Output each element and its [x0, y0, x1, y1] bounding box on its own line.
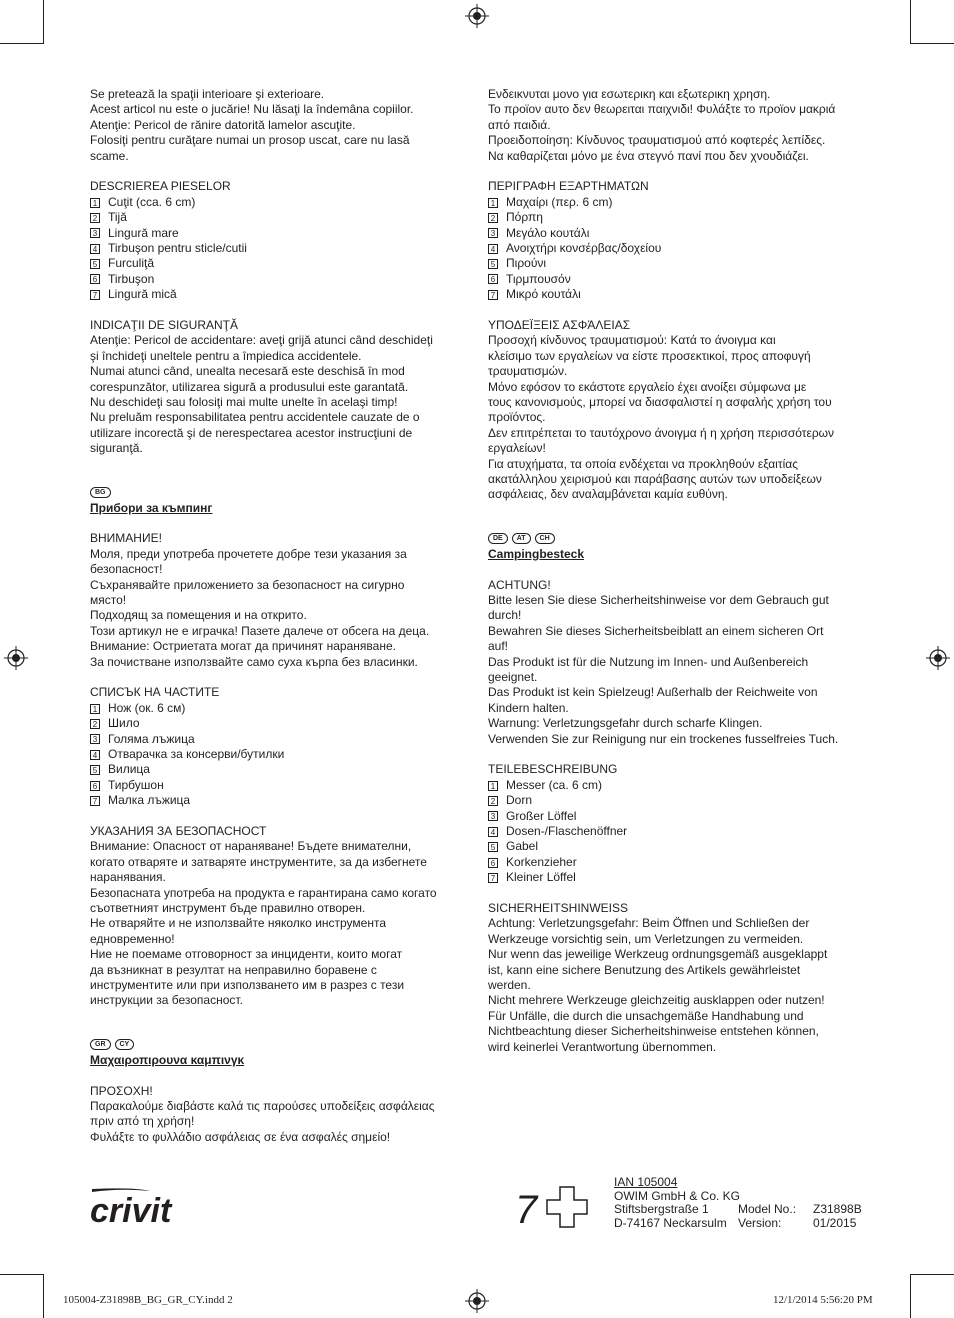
part-label: Tijă [108, 210, 127, 225]
part-label: Dorn [506, 793, 533, 808]
part-label: Kleiner Löffel [506, 870, 576, 885]
text-line: За почистване използвайте само суха кърпа без власинки. [90, 654, 418, 669]
text-line: utilizare incorectă şi de nerespectarea acestor instrucţiuni de [90, 425, 413, 440]
text-line: Подходящ за помещения и на открито. [90, 608, 307, 623]
registration-mark-icon [465, 4, 489, 28]
text-line: Ενδεικνυται μονο για εσωτερικη και εξωτερικη χρηση. [488, 87, 771, 101]
text-line: Внимание: Опасност от нараняване! Бъдете внимателни, [90, 839, 412, 854]
part-label: Messer (ca. 6 cm) [506, 777, 603, 792]
part-label: Μαχαίρι (περ. 6 cm) [506, 194, 613, 209]
text-line: Съхранявайте приложението за безопасност на сигурно [90, 577, 405, 592]
list-item [90, 747, 468, 762]
part-label: Нож (ок. 6 см) [108, 700, 186, 715]
text-line: Не отваряйте и не използвайте няколко инструмента [90, 916, 387, 931]
list-item [90, 716, 468, 731]
part-label: Cuţit (cca. 6 cm) [108, 194, 196, 209]
part-number-box: 2 [90, 719, 100, 729]
list-item [90, 778, 468, 793]
text-line: τους κανονισμούς, μπορεί να διασφαλιστεί η ασφαλής χρήση του [488, 394, 832, 409]
list-item [90, 226, 468, 241]
list-item [90, 210, 468, 225]
text-line: corespunzător, utilizarea sigură a produsului este garantată. [90, 379, 409, 394]
text-line: werden. [488, 978, 531, 993]
crop-mark [43, 1274, 44, 1318]
text-line: Nicht mehrere Werkzeuge gleichzeitig ausklappen oder nutzen! [488, 993, 825, 1008]
part-label: Dosen-/Flaschenöffner [506, 824, 628, 839]
text-line: Този артикул не е играчка! Пазете далече от обсега на деца. [90, 623, 430, 638]
part-number-box: 6 [90, 274, 100, 284]
text-line: да възникнат в резултат на неправилно боравене с [90, 962, 377, 977]
logo-wordmark: crivit [90, 1192, 172, 1228]
text-line: инструкции за безопасност. [90, 993, 243, 1008]
list-item [90, 732, 468, 747]
text-line: Bewahren Sie dieses Sicherheitsbeiblatt an einem sicheren Ort [488, 623, 824, 638]
part-label: Furculiţă [108, 256, 155, 271]
list-item [90, 701, 468, 716]
list-item [90, 793, 468, 808]
text-line: Δεν επιτρέπεται το ταυτόχρονο άνοιγμα ή η χρήση περισσότερων [488, 425, 835, 440]
part-label: Шило [108, 716, 140, 731]
section-title: УКАЗАНИЯ ЗА БЕЗОПАСНОСТ [90, 823, 267, 838]
part-number-box: 1 [488, 781, 498, 791]
part-number-box: 2 [90, 213, 100, 223]
part-number-box: 3 [488, 228, 498, 238]
text-line: scame. [90, 148, 129, 163]
list-item [90, 241, 468, 256]
text-line: Für Unfälle, die durch die unsachgemäße Handhabung und [488, 1008, 804, 1023]
part-label: Отварачка за консерви/бутилки [108, 747, 285, 762]
text-line: Безопасната употреба на продукта е гарантирана само когато [90, 885, 437, 900]
text-line: Kindern halten. [488, 700, 569, 715]
text-line: Das Produkt ist kein Spielzeug! Außerhalb der Reichweite von [488, 685, 818, 700]
part-number-box: 2 [488, 213, 498, 223]
text-line: şi închideţi uneltele pentru a împiedica accidentele. [90, 348, 362, 363]
text-line: κλείσιμο των εργαλείων να είστε προσεκτικοί, προς αποφυγή [488, 348, 811, 363]
bg-intro [90, 547, 468, 670]
list-item [90, 287, 468, 302]
text-line: geeignet. [488, 670, 538, 685]
text-line: Numai atunci când, unealta necesară este deschisă în mod [90, 364, 405, 379]
part-number-box: 6 [488, 274, 498, 284]
company-name: OWIM GmbH & Co. KG [614, 1188, 741, 1203]
parts-list [90, 195, 468, 303]
text-line: Folosiţi pentru curăţare numai un prosop uscat, care nu lasă [90, 133, 410, 148]
right-column [488, 87, 866, 1055]
country-badge-at: AT [512, 533, 531, 544]
part-label: Μεγάλο κουτάλι [506, 225, 590, 240]
list-item [488, 778, 866, 793]
text-line: siguranţă. [90, 441, 143, 456]
attention-label: ВНИМАНИЕ! [90, 531, 162, 546]
text-line: durch! [488, 608, 522, 623]
part-number-box: 3 [90, 228, 100, 238]
part-number-box: 4 [488, 244, 498, 254]
section-heading: Μαχαιροπιρουνα καμπινγκ [90, 1052, 245, 1067]
de-safety-text [488, 916, 866, 1055]
crop-mark [910, 43, 954, 44]
list-item [488, 824, 866, 839]
list-item [488, 855, 866, 870]
country-badge-ch: CH [535, 533, 555, 544]
text-line: Verwenden Sie zur Reinigung nur ein trockenes fusselfreies Tuch. [488, 731, 839, 746]
text-line: εργαλείων! [488, 441, 546, 456]
text-line: Για ατυχήματα, τα οποία ενδέχεται να προκληθούν εξαιτίας [488, 456, 798, 471]
list-item [90, 195, 468, 210]
crop-mark [910, 1274, 954, 1275]
section-title: ΠΕΡΙΓΡΑΦΗ ΕΞΑΡΤΗΜΑΤΩΝ [488, 179, 649, 194]
ro-intro [90, 87, 468, 164]
text-line: auf! [488, 639, 509, 654]
text-line: ist, kann eine sichere Benutzung des Artikels gewährleistet [488, 962, 801, 977]
list-item [488, 226, 866, 241]
text-line: Das Produkt ist für die Nutzung im Innen- und Außenbereich [488, 654, 809, 669]
part-label: Ανοιχτήρι κονσέρβας/δοχείου [506, 241, 662, 255]
country-badges [90, 487, 468, 498]
company-info [614, 1176, 862, 1230]
part-label: Πόρπη [506, 210, 543, 225]
text-line: място! [90, 593, 127, 608]
part-label: Вилица [108, 762, 150, 777]
version-label: Version: [738, 1215, 782, 1230]
part-label: Голяма лъжица [108, 731, 195, 746]
text-line: τραυματισμών. [488, 364, 568, 379]
left-column [90, 87, 468, 1145]
part-label: Πιρούνι [506, 256, 547, 271]
registration-mark-icon [926, 646, 950, 670]
parts-list [90, 701, 468, 809]
part-label: Tirbuşon pentru sticle/cutii [108, 241, 247, 255]
country-badge-gr: GR [90, 1039, 111, 1050]
gr-intro-continued [488, 87, 866, 164]
list-item [488, 793, 866, 808]
text-line: наранявания. [90, 870, 166, 885]
text-line: едновременно! [90, 931, 175, 946]
text-line: Μόνο εφόσον το εκάστοτε εργαλείο έχει ανοίξει σύμφωνα με [488, 379, 807, 394]
part-number-box: 6 [90, 781, 100, 791]
de-intro [488, 593, 866, 747]
text-line: προϊόντος. [488, 410, 546, 425]
text-line: Nur wenn das jeweilige Werkzeug ordnungsgemäß ausgeklappt [488, 947, 828, 962]
list-item [488, 839, 866, 854]
attention-label: ACHTUNG! [488, 577, 551, 592]
country-badge-cy: CY [115, 1039, 135, 1050]
text-line: Warnung: Verletzungsgefahr durch scharfe Klingen. [488, 716, 763, 731]
list-item [90, 272, 468, 287]
part-number-box: 7 [90, 796, 100, 806]
model-value: Z31898B [813, 1202, 862, 1216]
bg-safety-text [90, 839, 468, 1008]
list-item [488, 272, 866, 287]
text-line: когато отваряте и затваряте инструментите, за да избегнете [90, 854, 427, 869]
part-number-box: 4 [90, 244, 100, 254]
text-line: Nichtbeachtung dieser Sicherheitshinweise entstehen können, [488, 1024, 819, 1039]
text-line: ακατάλληλου χειρισμού και παράβασης αυτών των υποδείξεων [488, 472, 822, 487]
text-line: Να καθαρίζεται μόνο με ένα στεγνό πανί που δεν χνουδιάζει. [488, 148, 809, 163]
crivit-logo [90, 1186, 190, 1228]
part-number-box: 5 [488, 259, 498, 269]
crop-mark [910, 0, 911, 44]
part-number-box: 2 [488, 796, 498, 806]
part-number-box: 5 [90, 765, 100, 775]
registration-mark-icon [4, 646, 28, 670]
ro-safety-text [90, 333, 468, 456]
text-line: ασφάλειας, δεν αναλαμβάνεται καμία ευθύνη. [488, 487, 728, 502]
text-line: Ние не поемаме отговорност за инциденти, които могат [90, 947, 403, 962]
version-value: 01/2015 [813, 1215, 857, 1230]
part-label: Lingură mică [108, 287, 177, 302]
text-line: Моля, преди употреба прочетете добре тези указания за [90, 546, 407, 561]
section-title: INDICAŢII DE SIGURANŢĂ [90, 317, 239, 332]
section-title: ΥΠΟΔΕΪΞΕΙΣ ΑΣΦΆΛΕΙΑΣ [488, 317, 631, 332]
part-number-box: 1 [488, 198, 498, 208]
text-line: Nu preluăm responsabilitatea pentru accidentele cauzate de o [90, 410, 420, 425]
country-badges [90, 1039, 468, 1050]
text-line: wird keinerlei Verantwortung übernommen. [488, 1039, 717, 1054]
parts-list [488, 778, 866, 886]
section-title: DESCRIEREA PIESELOR [90, 179, 231, 194]
part-number-box: 3 [488, 811, 498, 821]
model-label: Model No.: [738, 1202, 797, 1216]
ian-number: IAN 105004 [614, 1175, 678, 1189]
text-line: Bitte lesen Sie diese Sicherheitshinweise vor dem Gebrauch gut [488, 593, 829, 608]
part-number-box: 1 [90, 198, 100, 208]
text-line: Προειδοποίηση: Κίνδυνος τραυματισμού από κοφτερές λεπίδες. [488, 133, 826, 148]
part-number-box: 4 [488, 827, 498, 837]
section-heading: Прибори за къмпинг [90, 500, 213, 515]
part-label: Μικρό κουτάλι [506, 287, 581, 302]
crop-mark [43, 0, 44, 44]
registration-mark-icon [465, 1289, 489, 1313]
timestamp-slug: 12/1/2014 5:56:20 PM [773, 1294, 873, 1306]
text-line: Atenţie: Pericol de rănire datorită lamelor ascuţite. [90, 117, 356, 132]
text-line: Atenţie: Pericol de accidentare: aveţi grijă atunci când deschideţi [90, 333, 433, 348]
text-line: Προσοχή κίνδυνος τραυματισμού: Κατά το άνοιγμα και [488, 333, 776, 348]
parts-list [488, 195, 866, 303]
text-line: Achtung: Verletzungsgefahr: Beim Öffnen und Schließen der [488, 916, 810, 931]
crop-mark [910, 1274, 911, 1318]
part-number-box: 4 [90, 750, 100, 760]
list-item [488, 870, 866, 885]
country-badge-de: DE [488, 533, 508, 544]
cross-icon [546, 1186, 588, 1228]
part-label: Großer Löffel [506, 808, 577, 823]
list-item [488, 809, 866, 824]
part-number-box: 7 [488, 873, 498, 883]
part-number-box: 5 [90, 259, 100, 269]
attention-label: ΠΡΟΣΟΧΗ! [90, 1083, 153, 1098]
country-badge-bg: BG [90, 487, 111, 498]
text-line: Werkzeuge vorsichtig sein, um Verletzungen zu vermeiden. [488, 931, 804, 946]
text-line: Nu deschideţi sau folosiţi mai multe unelte în acelaşi timp! [90, 394, 398, 409]
text-line: Se pretează la spaţii interioare şi exterioare. [90, 87, 325, 101]
part-label: Korkenzieher [506, 854, 577, 869]
crop-mark [0, 1274, 44, 1275]
list-item [488, 287, 866, 302]
text-line: безопасност! [90, 562, 163, 577]
text-line: Φυλάξτε το φυλλάδιο ασφάλειας σε ένα ασφαλές σημείο! [90, 1129, 391, 1144]
part-number-box: 1 [90, 704, 100, 714]
text-line: Acest articol nu este o jucărie! Nu lăsaţi la îndemâna copiilor. [90, 102, 414, 117]
list-item [488, 195, 866, 210]
text-line: πριν από τη χρήση! [90, 1114, 195, 1129]
part-number-box: 7 [90, 290, 100, 300]
page-number: 7 [515, 1188, 538, 1232]
section-title: СПИСЪК НА ЧАСТИТЕ [90, 685, 220, 700]
part-number-box: 6 [488, 858, 498, 868]
country-badges [488, 533, 866, 544]
section-heading: Campingbesteck [488, 546, 585, 561]
part-number-box: 3 [90, 734, 100, 744]
section-title: SICHERHEITSHINWEISS [488, 901, 629, 916]
list-item [90, 256, 468, 271]
file-slug: 105004-Z31898B_BG_GR_CY.indd 2 [63, 1294, 233, 1306]
company-city: D-74167 Neckarsulm [614, 1215, 727, 1230]
part-label: Малка лъжица [108, 793, 191, 808]
text-line: Παρακαλούμε διαβάστε καλά τις παρούσες υποδείξεις ασφάλειας [90, 1099, 435, 1114]
list-item [488, 256, 866, 271]
part-label: Lingură mare [108, 225, 179, 240]
text-line: από παιδιά. [488, 117, 551, 132]
list-item [90, 762, 468, 777]
section-title: TEILEBESCHREIBUNG [488, 762, 618, 777]
text-line: инструментите или при използването им в разрез с тези [90, 978, 405, 993]
part-number-box: 7 [488, 290, 498, 300]
part-label: Тирбушон [108, 777, 164, 792]
part-label: Τιρμπουσόν [506, 271, 571, 286]
text-line: съответният инструмент бъде правилно отворен. [90, 901, 366, 916]
crop-mark [0, 43, 44, 44]
company-street: Stiftsbergstraße 1 [614, 1202, 709, 1216]
part-label: Gabel [506, 839, 539, 854]
text-line: Το προϊον αυτο δεν θεωρειται παιχνιδι! Φυλάξτε το προϊον μακριά [488, 102, 836, 117]
part-number-box: 5 [488, 842, 498, 852]
list-item [488, 241, 866, 256]
text-line: Внимание: Остриетата могат да причинят нараняване. [90, 639, 396, 654]
part-label: Tirbuşon [108, 271, 155, 286]
gr-intro [90, 1099, 468, 1145]
list-item [488, 210, 866, 225]
gr-safety-text [488, 333, 866, 502]
